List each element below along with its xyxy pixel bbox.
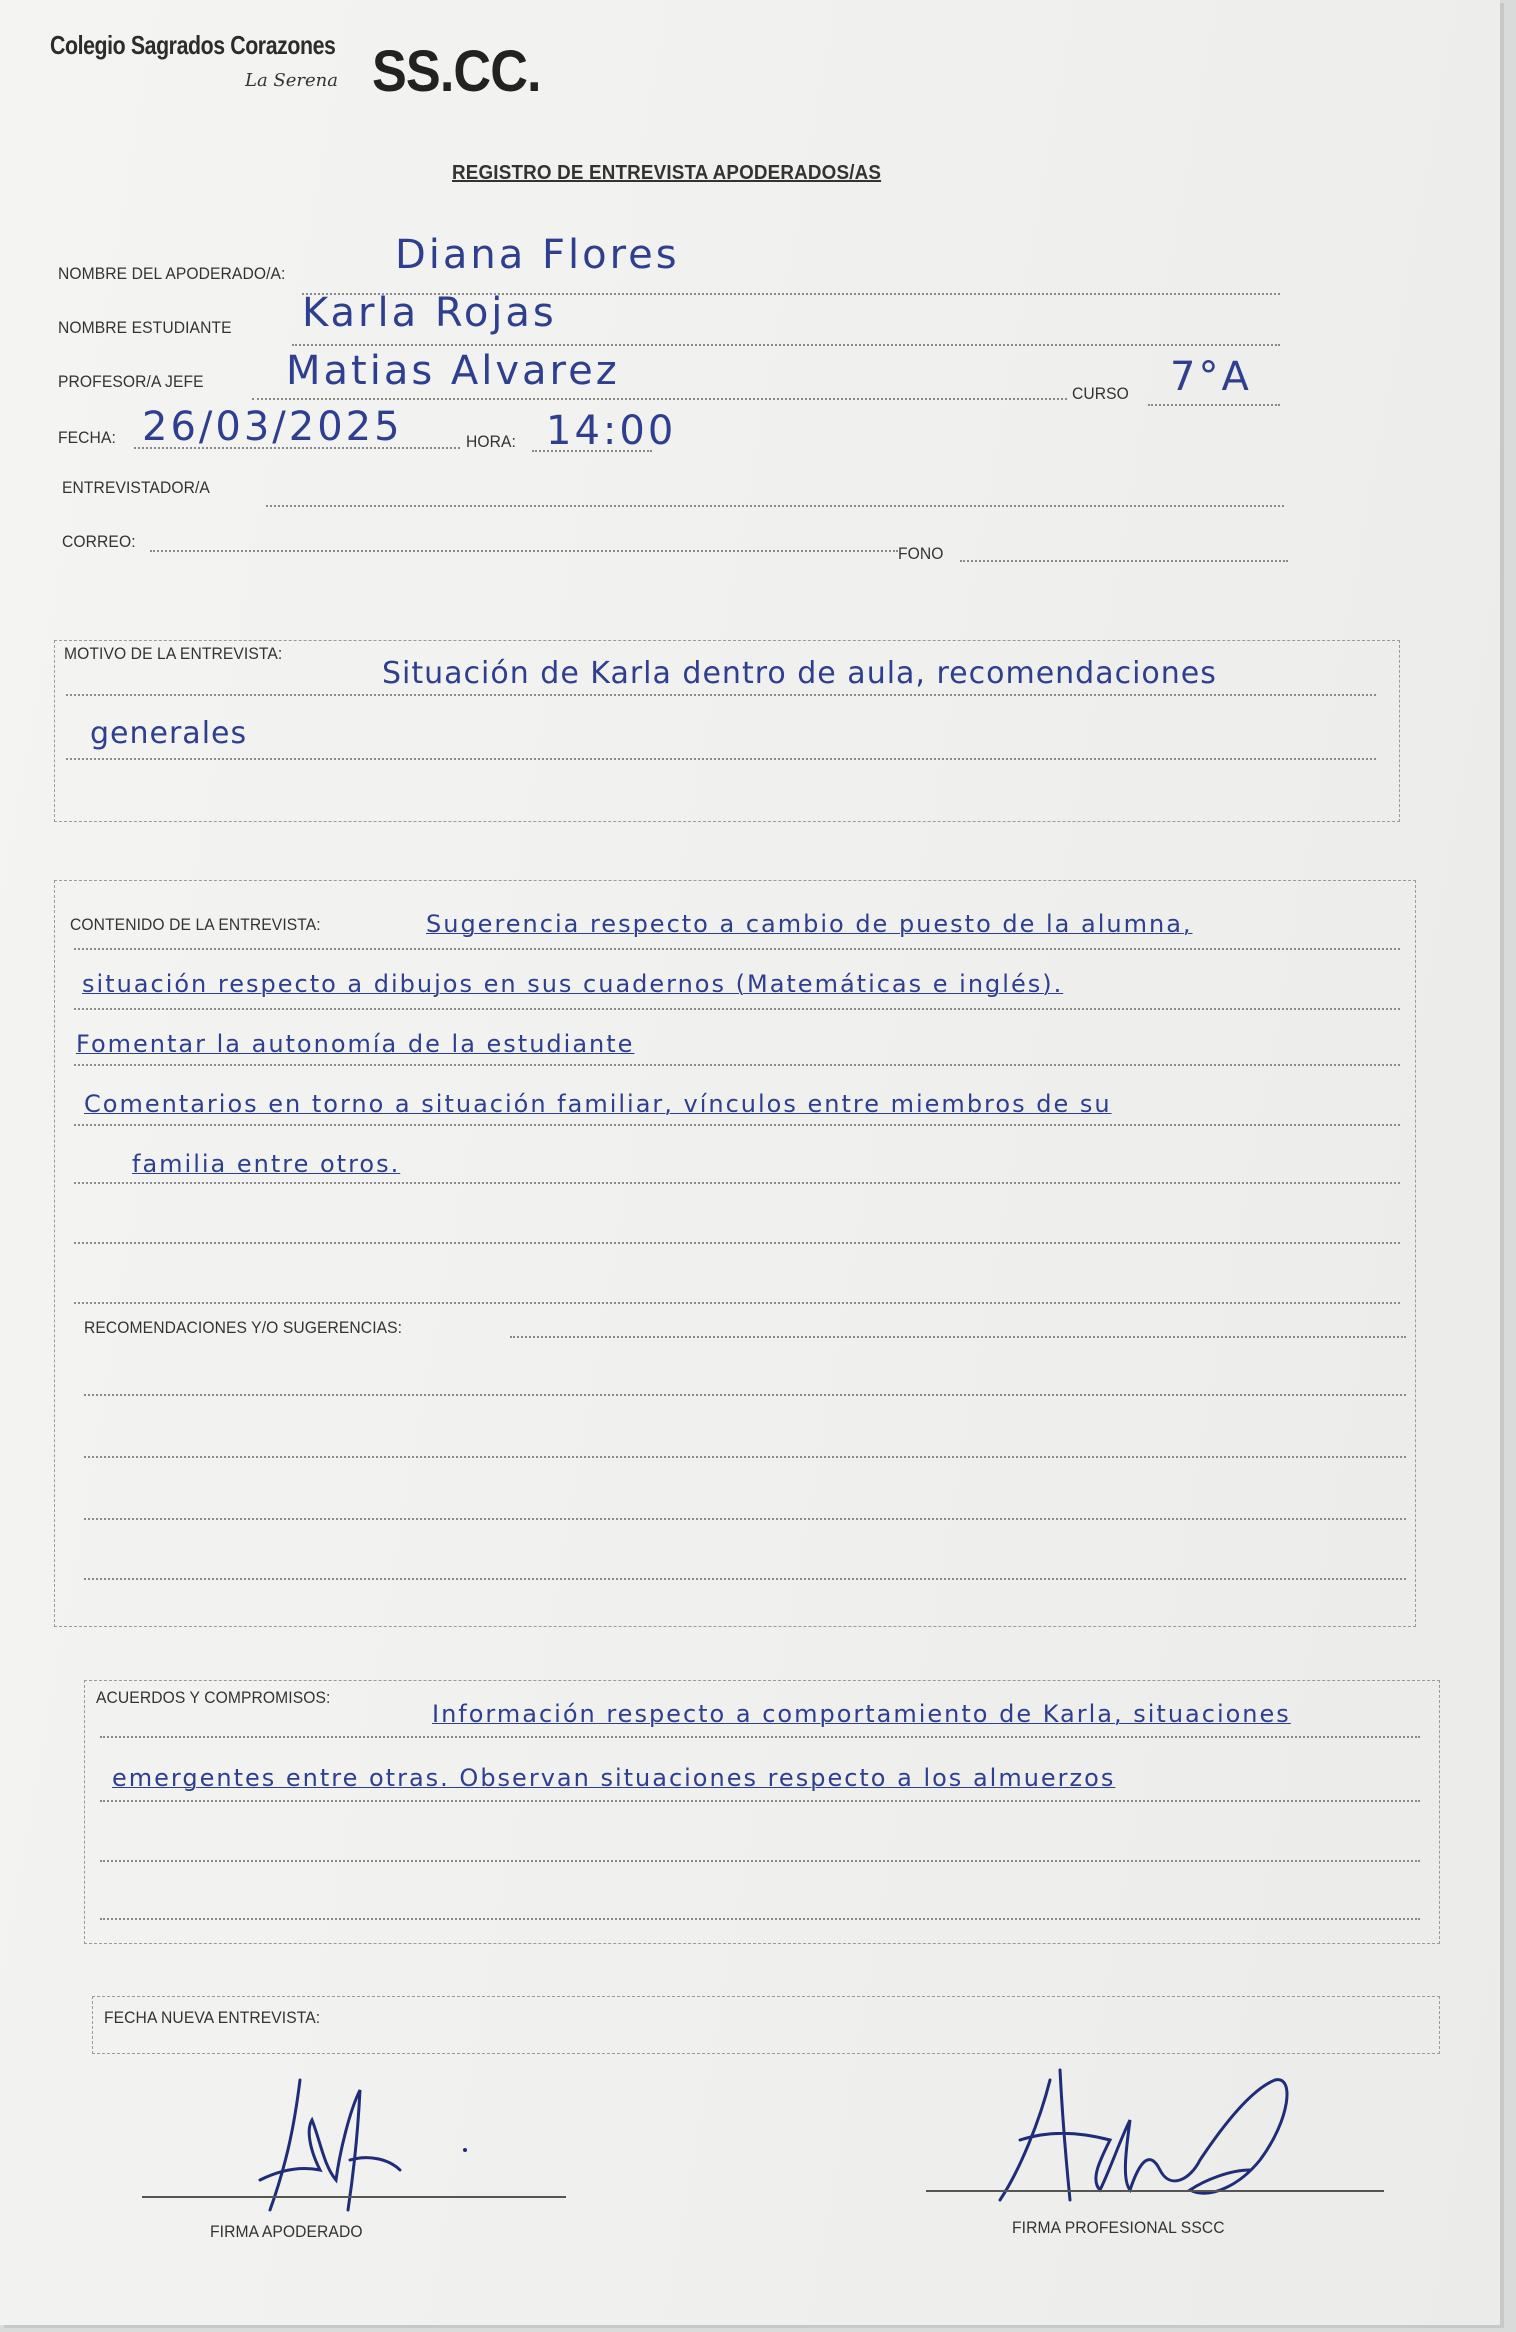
motivo-text-1[interactable]: Situación de Karla dentro de aula, recomendaciones xyxy=(382,656,1217,691)
apoderado-value[interactable]: Diana Flores xyxy=(395,232,680,278)
contenido-label: CONTENIDO DE LA ENTREVISTA: xyxy=(70,915,321,934)
profesor-line xyxy=(252,398,1067,400)
profesor-value[interactable]: Matias Alvarez xyxy=(286,348,620,394)
firma-apoderado-line xyxy=(142,2196,566,2198)
motivo-line-1 xyxy=(66,694,1376,696)
acuerdos-label: ACUERDOS Y COMPROMISOS: xyxy=(96,1688,331,1707)
recomendaciones-line-5[interactable] xyxy=(84,1578,1406,1580)
contenido-line-7 xyxy=(74,1302,1400,1304)
contenido-text-3[interactable]: Fomentar la autonomía de la estudiante xyxy=(76,1030,635,1058)
correo-line[interactable] xyxy=(150,550,898,552)
estudiante-line xyxy=(292,344,1280,346)
acuerdos-text-2[interactable]: emergentes entre otras. Observan situaciones respecto a los almuerzos xyxy=(112,1764,1116,1792)
motivo-text-2[interactable]: generales xyxy=(90,716,248,751)
contenido-text-4[interactable]: Comentarios en torno a situación familiar, vínculos entre miembros de su xyxy=(84,1090,1112,1118)
page-title: REGISTRO DE ENTREVISTA APODERADOS/AS xyxy=(452,162,882,184)
acuerdos-line-1 xyxy=(100,1736,1420,1738)
recomendaciones-line-1[interactable] xyxy=(510,1336,1406,1338)
correo-label: CORREO: xyxy=(62,532,136,551)
acuerdos-text-1[interactable]: Información respecto a comportamiento de Karla, situaciones xyxy=(432,1700,1291,1728)
recomendaciones-label: RECOMENDACIONES Y/O SUGERENCIAS: xyxy=(84,1318,403,1337)
entrevistador-line[interactable] xyxy=(266,505,1284,507)
fecha-label: FECHA: xyxy=(58,428,116,447)
firma-profesional-line xyxy=(926,2190,1384,2192)
contenido-line-4 xyxy=(74,1124,1400,1126)
apoderado-label: NOMBRE DEL APODERADO/A: xyxy=(58,264,286,283)
entrevistador-label: ENTREVISTADOR/A xyxy=(62,478,210,497)
contenido-line-3 xyxy=(74,1064,1400,1066)
hora-value[interactable]: 14:00 xyxy=(546,408,677,454)
school-logo: SS.CC. xyxy=(372,39,541,104)
contenido-line-2 xyxy=(74,1008,1400,1010)
recomendaciones-line-4[interactable] xyxy=(84,1518,1406,1520)
nueva-fecha-label[interactable]: FECHA NUEVA ENTREVISTA: xyxy=(104,2008,321,2027)
fecha-value[interactable]: 26/03/2025 xyxy=(142,404,403,450)
school-name: Colegio Sagrados Corazones xyxy=(50,30,336,60)
contenido-text-1[interactable]: Sugerencia respecto a cambio de puesto de la alumna, xyxy=(426,910,1193,938)
acuerdos-line-4 xyxy=(100,1918,1420,1920)
contenido-text-2[interactable]: situación respecto a dibujos en sus cuadernos (Matemáticas e inglés). xyxy=(82,970,1064,998)
curso-label: CURSO xyxy=(1072,384,1129,403)
contenido-line-1 xyxy=(74,948,1400,950)
acuerdos-line-2 xyxy=(100,1800,1420,1802)
contenido-line-6 xyxy=(74,1242,1400,1244)
estudiante-label: NOMBRE ESTUDIANTE xyxy=(58,318,232,337)
firma-profesional-signature xyxy=(990,2060,1310,2210)
recomendaciones-line-2[interactable] xyxy=(84,1394,1406,1396)
curso-value[interactable]: 7°A xyxy=(1170,354,1252,400)
motivo-line-2 xyxy=(66,758,1376,760)
curso-line xyxy=(1148,404,1280,406)
fono-line[interactable] xyxy=(960,560,1288,562)
firma-profesional-label: FIRMA PROFESIONAL SSCC xyxy=(1012,2218,1225,2237)
recomendaciones-line-3[interactable] xyxy=(84,1456,1406,1458)
firma-apoderado-label: FIRMA APODERADO xyxy=(210,2222,363,2241)
contenido-line-5 xyxy=(74,1182,1400,1184)
motivo-label: MOTIVO DE LA ENTREVISTA: xyxy=(64,644,283,663)
hora-label: HORA: xyxy=(466,432,516,451)
fono-label: FONO xyxy=(898,544,944,563)
acuerdos-line-3 xyxy=(100,1860,1420,1862)
profesor-label: PROFESOR/A JEFE xyxy=(58,372,204,391)
estudiante-value[interactable]: Karla Rojas xyxy=(302,290,557,336)
school-motto: La Serena xyxy=(245,70,338,91)
contenido-text-5[interactable]: familia entre otros. xyxy=(132,1150,401,1178)
